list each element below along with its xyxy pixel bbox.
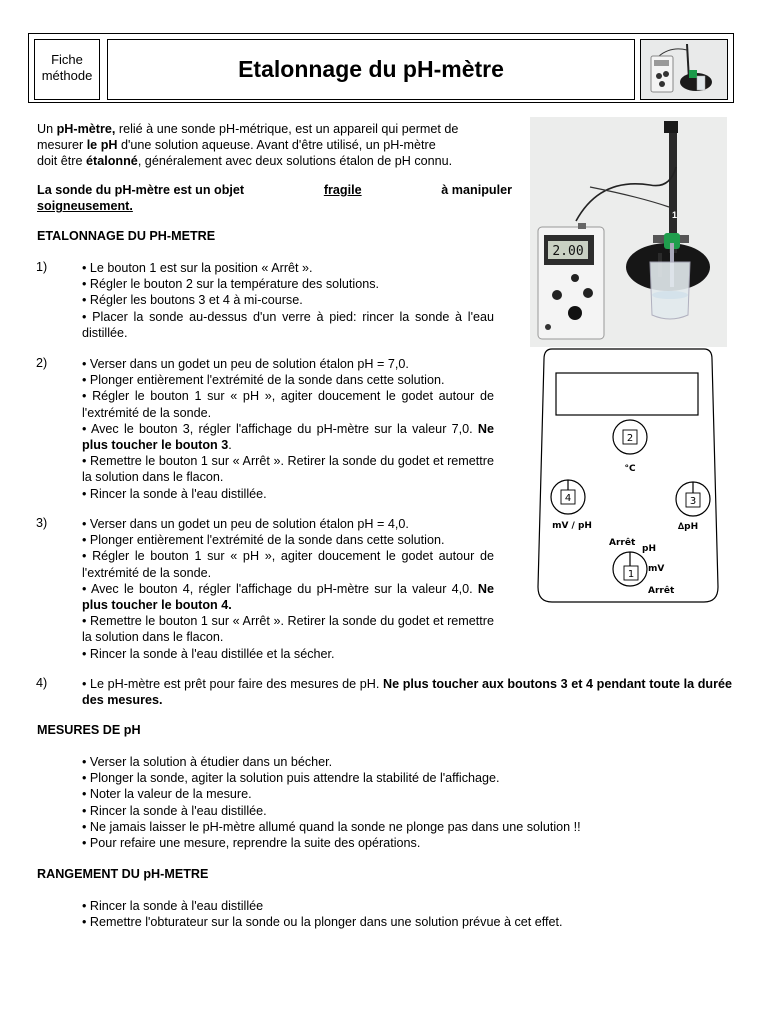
probe-label: 1 <box>672 210 678 220</box>
step-2-bullet: • Régler le bouton 1 sur « pH », agiter doucement le godet autour de l'extrémité de la sonde. <box>82 389 494 420</box>
knob-1-label: 1 <box>627 569 635 580</box>
step-2-text: • Avec le bouton 3, régler l'affichage du pH-mètre sur la valeur 7,0. <box>82 421 478 436</box>
step-3-bullet: • Rincer la sonde à l'eau distillée et la sécher. <box>82 646 335 661</box>
mesures-item: • Verser la solution à étudier dans un bécher. <box>82 755 333 769</box>
arret-bottom-label: Arrêt <box>648 586 675 596</box>
mesures-item: • Noter la valeur de la mesure. <box>82 787 252 802</box>
step-3-bullet: • Régler le bouton 1 sur « pH », agiter doucement le godet autour de l'extrémité de la sonde. <box>82 549 494 580</box>
ph-meter-photo <box>530 117 727 347</box>
step-4 <box>82 676 732 708</box>
mesures-list <box>82 754 732 851</box>
step-1-bullet: • Le bouton 1 est sur la position « Arrêt ». <box>82 261 313 275</box>
step-2-bullet <box>82 421 494 453</box>
step-number: 3) <box>36 516 48 530</box>
intro-paragraph <box>37 121 512 170</box>
step-2-bullet: • Remettre le bouton 1 sur « Arrêt ». Retirer la sonde du godet et remettre la solution dans le flacon. <box>82 454 494 485</box>
fiche-methode-box <box>34 39 100 100</box>
page-title: Etalonnage du pH-mètre <box>107 39 635 100</box>
step-number: 4) <box>36 676 48 690</box>
ph-label: pH <box>642 544 656 554</box>
intro-bold-ph: le pH <box>86 138 118 153</box>
step-4-bold: Ne plus toucher aux boutons 3 et 4 pendant toute la durée des mesures. <box>82 677 732 708</box>
intro-text: , généralement avec deux solutions étalon de pH connu. <box>137 154 453 169</box>
intro-text: d'une solution aqueuse. Avant d'être utilisé, un pH-mètre <box>117 138 436 153</box>
step-2-bold: Ne plus toucher le bouton 3 <box>82 421 494 453</box>
photo-display-reading: 2.00 <box>552 244 584 259</box>
step-number: 1) <box>36 260 48 274</box>
step-3-text: • Avec le bouton 4, régler l'affichage du pH-mètre sur la valeur 4,0. <box>82 581 478 596</box>
delta-ph-label: ∆pH <box>677 522 699 532</box>
rangement-item: • Rincer la sonde à l'eau distillée <box>82 899 264 913</box>
mesures-item: • Plonger la sonde, agiter la solution puis attendre la stabilité de l'affichage. <box>82 771 500 786</box>
step-3-bold: Ne plus toucher le bouton 4. <box>82 581 494 613</box>
step-3 <box>82 516 494 662</box>
step-3-bullet: • Verser dans un godet un peu de solution étalon pH = 4,0. <box>82 517 409 531</box>
mesures-item: • Pour refaire une mesure, reprendre la suite des opérations. <box>82 836 421 851</box>
arret-top-label: Arrêt <box>609 538 636 548</box>
intro-text: Un <box>37 122 57 136</box>
display-screen <box>556 373 698 415</box>
header-frame <box>28 33 734 103</box>
mesures-item: • Rincer la sonde à l'eau distillée. <box>82 803 267 818</box>
step-3-bullet <box>82 581 494 613</box>
ph-meter-thumbnail-image <box>641 40 727 99</box>
fiche-label: Fiche <box>51 52 83 67</box>
knob-4-label: 4 <box>564 493 572 504</box>
step-4-text: • Le pH-mètre est prêt pour faire des mesures de pH. <box>82 677 384 691</box>
step-1-bullet: • Placer la sonde au-dessus d'un verre à pied: rincer la sonde à l'eau distillée. <box>82 309 494 340</box>
section-title-etalonnage: ETALONNAGE DU PH-METRE <box>37 229 216 243</box>
warning-fragile: fragile <box>323 183 362 197</box>
temperature-label: °C <box>624 464 636 474</box>
step-2-text: . <box>228 438 232 453</box>
intro-text: relié à une sonde pH-métrique, est un appareil qui permet de <box>115 122 459 136</box>
knob-3-label: 3 <box>689 496 697 507</box>
warning-text: La sonde du pH-mètre est un objet <box>37 183 248 197</box>
front-panel-diagram <box>536 347 720 605</box>
intro-text: doit être <box>37 154 87 169</box>
step-2 <box>82 356 494 502</box>
knob-2-label: 2 <box>626 433 634 444</box>
step-1 <box>82 260 494 341</box>
header-thumbnail <box>640 39 728 100</box>
intro-bold-etalonne: étalonné <box>86 154 138 169</box>
step-3-bullet: • Plonger entièrement l'extrémité de la sonde dans cette solution. <box>82 533 445 548</box>
section-title-mesures: MESURES DE pH <box>37 723 141 737</box>
intro-bold-phmetre: pH-mètre, <box>56 122 116 136</box>
fragile-warning <box>37 182 512 214</box>
step-1-bullet: • Régler le bouton 2 sur la température des solutions. <box>82 277 380 292</box>
rangement-item: • Remettre l'obturateur sur la sonde ou la plonger dans une solution prévue à cet effet. <box>82 915 563 930</box>
mv-ph-label: mV / pH <box>552 521 592 531</box>
step-number: 2) <box>36 356 48 370</box>
mesures-item: • Ne jamais laisser le pH-mètre allumé quand la sonde ne plonge pas dans une solution !! <box>82 819 581 834</box>
step-3-bullet: • Remettre le bouton 1 sur « Arrêt ». Retirer la sonde du godet et remettre la solution dans le flacon. <box>82 614 494 645</box>
step-2-bullet: • Plonger entièrement l'extrémité de la sonde dans cette solution. <box>82 373 445 388</box>
warning-soigneusement: soigneusement. <box>37 199 133 214</box>
step-2-bullet: • Rincer la sonde à l'eau distillée. <box>82 486 267 501</box>
step-2-bullet: • Verser dans un godet un peu de solution étalon pH = 7,0. <box>82 357 409 371</box>
section-title-rangement: RANGEMENT DU pH-METRE <box>37 867 209 881</box>
mv-label: mV <box>648 564 665 574</box>
warning-text: à manipuler <box>437 183 512 197</box>
intro-text: mesurer <box>37 138 87 153</box>
methode-label: méthode <box>41 68 93 83</box>
step-1-bullet: • Régler les boutons 3 et 4 à mi-course. <box>82 293 303 308</box>
rangement-list <box>82 898 732 930</box>
